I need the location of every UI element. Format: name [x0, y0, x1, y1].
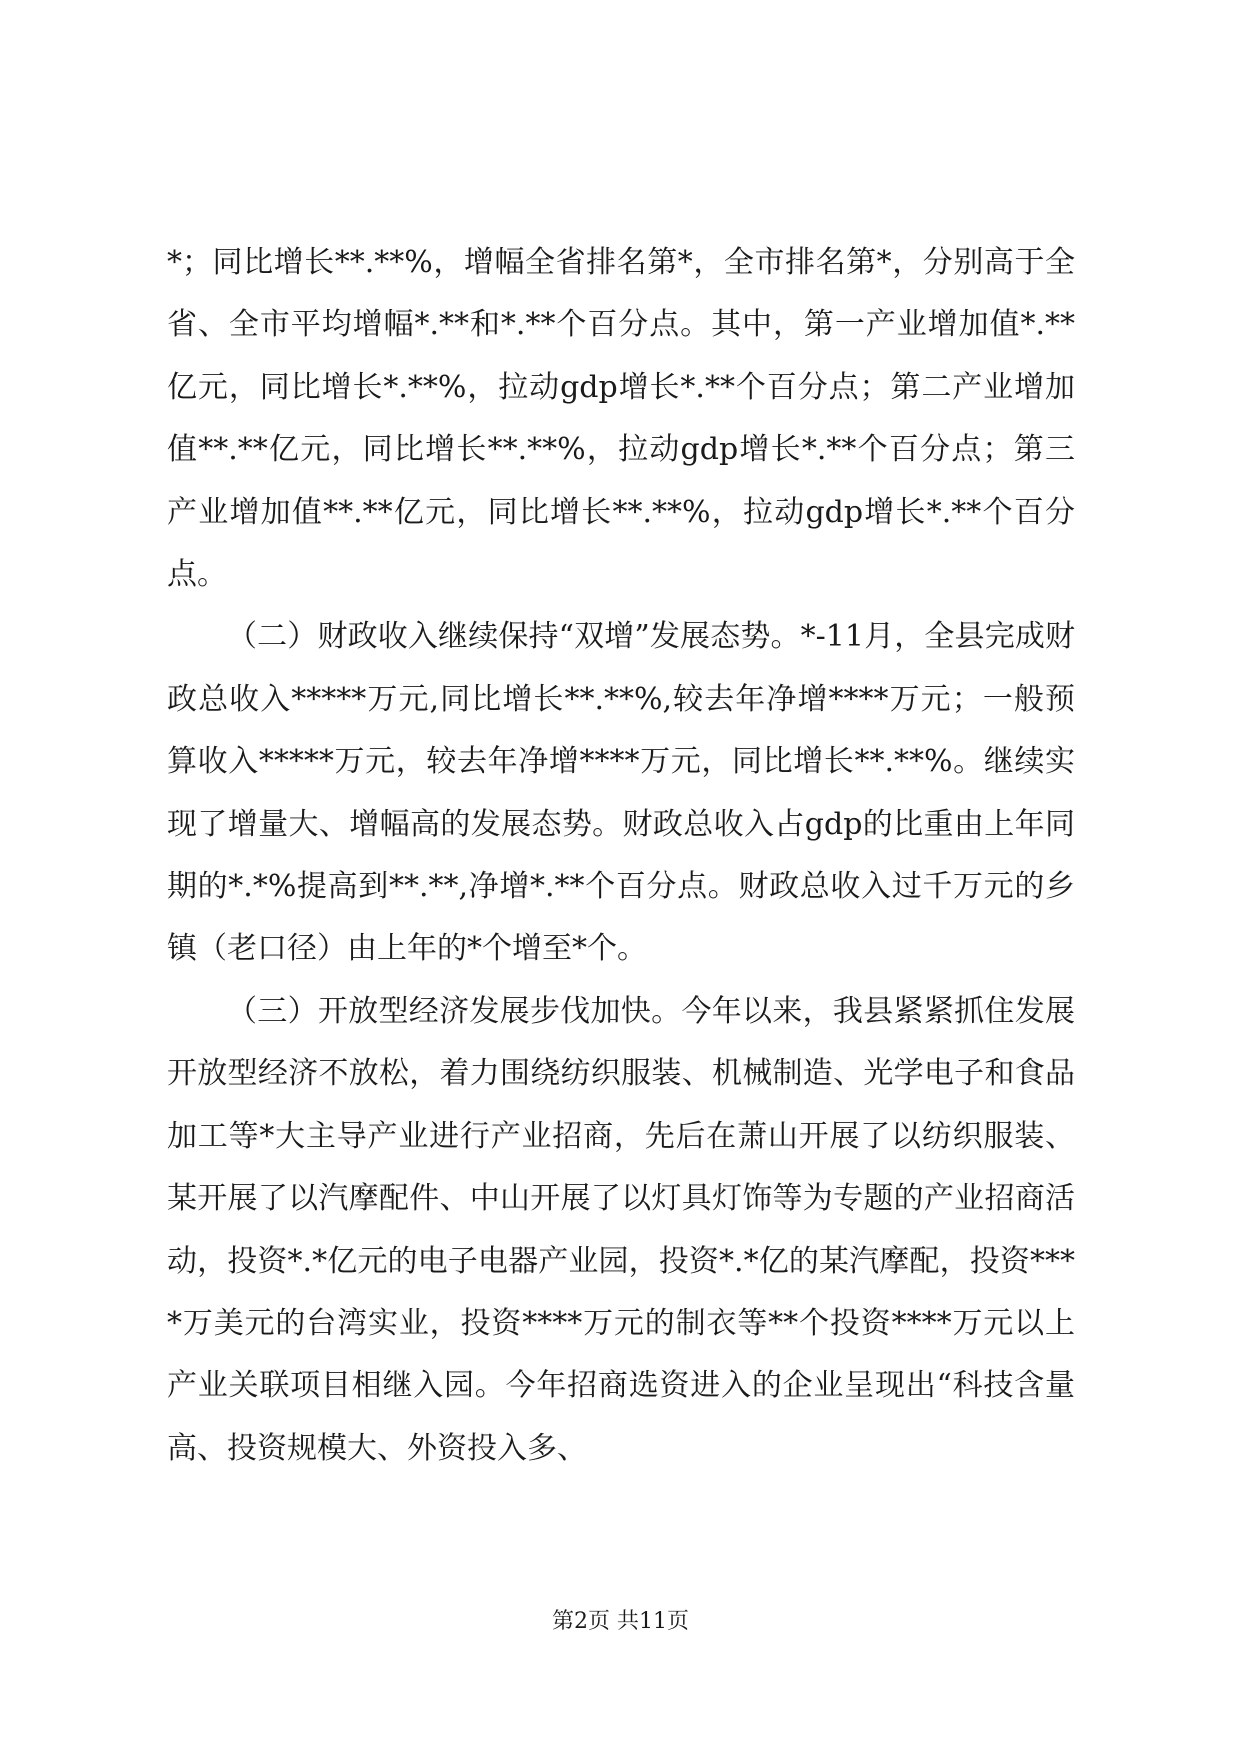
paragraph-1: *；同比增长**.**%，增幅全省排名第*，全市排名第*，分别高于全省、全市平均增幅*.**和*.**个百分点。其中，第一产业增加值*.**亿元，同比增长*.**%，拉动gdp增长*.**个百分点；第二产业增加值**.**亿元，同比增长**.**%，拉动gdp增长*.**个百分点；第三产业增加值**.**亿元，同比增长**.**%，拉动gdp增长*.**个百分点。: [167, 245, 1075, 593]
paragraph-3: （三）开放型经济发展步伐加快。今年以来，我县紧紧抓住发展开放型经济不放松，着力围绕纺织服装、机械制造、光学电子和食品加工等*大主导产业进行产业招商，先后在萧山开展了以纺织服装、某开展了以汽摩配件、中山开展了以灯具灯饰等为专题的产业招商活动，投资*.*亿元的电子电器产业园，投资*.*亿的某汽摩配，投资****万美元的台湾实业，投资****万元的制衣等**个投资****万元以上产业关联项目相继入园。今年招商选资进入的企业呈现出“科技含量高、投资规模大、外资投入多、: [167, 993, 1075, 1466]
paragraph-2: （二）财政收入继续保持“双增”发展态势。*-11月，全县完成财政总收入*****万元,同比增长**.**%,较去年净增****万元；一般预算收入*****万元，较去年净增****万元，同比增长**.**%。继续实现了增量大、增幅高的发展态势。财政总收入占gdp的比重由上年同期的*.*%提高到**.**,净增*.**个百分点。财政总收入过千万元的乡镇（老口径）由上年的*个增至*个。: [167, 619, 1075, 967]
page-footer: 第2页 共11页: [552, 1609, 689, 1634]
body-text: [167, 232, 1075, 1480]
